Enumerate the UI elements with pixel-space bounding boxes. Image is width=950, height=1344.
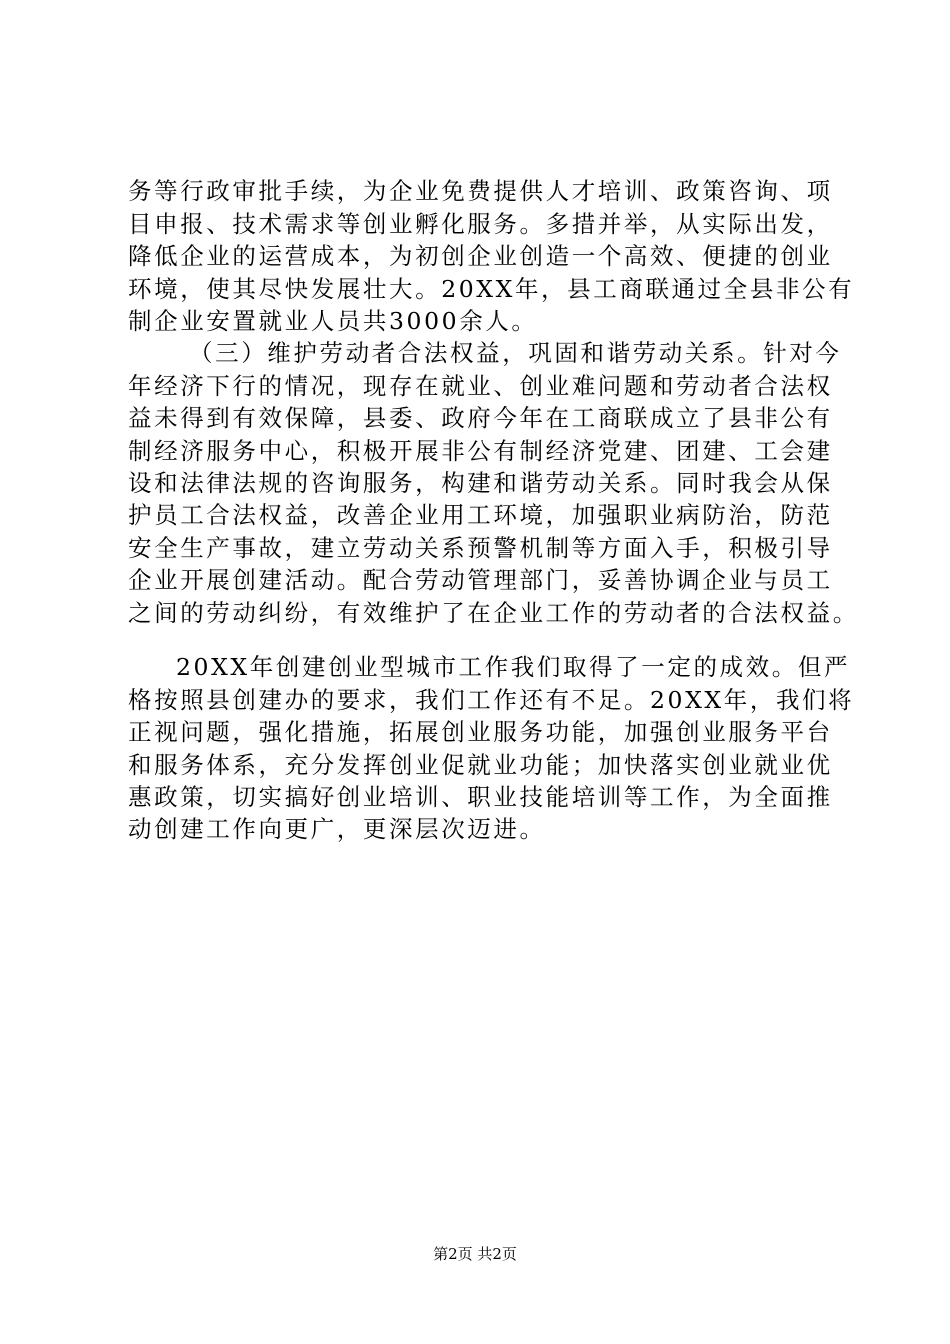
page-footer: 第2页 共2页	[433, 1245, 517, 1263]
paragraph-line: 20XX年创建创业型城市工作我们取得了一定的成效。但严	[176, 653, 851, 681]
paragraph-line: 目申报、技术需求等创业孵化服务。多措并举，从实际出发，	[128, 210, 833, 238]
paragraph-line: 年经济下行的情况，现存在就业、创业难问题和劳动者合法权	[128, 372, 833, 400]
paragraph-line: 惠政策，切实搞好创业培训、职业技能培训等工作，为全面推	[128, 783, 833, 811]
section-heading-line: （三）维护劳动者合法权益，巩固和谐劳动关系。针对今	[189, 339, 842, 367]
paragraph-line: 务等行政审批手续，为企业免费提供人才培训、政策咨询、项	[128, 177, 833, 205]
paragraph-line: 环境，使其尽快发展壮大。20XX年，县工商联通过全县非公有	[128, 275, 855, 303]
paragraph-line: 设和法律法规的咨询服务，构建和谐劳动关系。同时我会从保	[128, 469, 833, 497]
paragraph-line: 制经济服务中心，积极开展非公有制经济党建、团建、工会建	[128, 437, 833, 465]
paragraph-line: 制企业安置就业人员共3000余人。	[128, 307, 538, 335]
paragraph-line: 之间的劳动纠纷，有效维护了在企业工作的劳动者的合法权益。	[128, 599, 859, 627]
paragraph-line: 和服务体系，充分发挥创业促就业功能；加快落实创业就业优	[128, 751, 833, 779]
paragraph-line: 安全生产事故，建立劳动关系预警机制等方面入手，积极引导	[128, 534, 833, 562]
paragraph-line: 降低企业的运营成本，为初创企业创造一个高效、便捷的创业	[128, 242, 833, 270]
paragraph-line: 动创建工作向更广，更深层次迈进。	[128, 815, 546, 843]
paragraph-line: 正视问题，强化措施，拓展创业服务功能，加强创业服务平台	[128, 718, 833, 746]
paragraph-line: 护员工合法权益，改善企业用工环境，加强职业病防治，防范	[128, 501, 833, 529]
paragraph-line: 益未得到有效保障，县委、政府今年在工商联成立了县非公有	[128, 404, 833, 432]
paragraph-line: 格按照县创建办的要求，我们工作还有不足。20XX年，我们将	[128, 686, 855, 714]
paragraph-line: 企业开展创建活动。配合劳动管理部门，妥善协调企业与员工	[128, 566, 833, 594]
